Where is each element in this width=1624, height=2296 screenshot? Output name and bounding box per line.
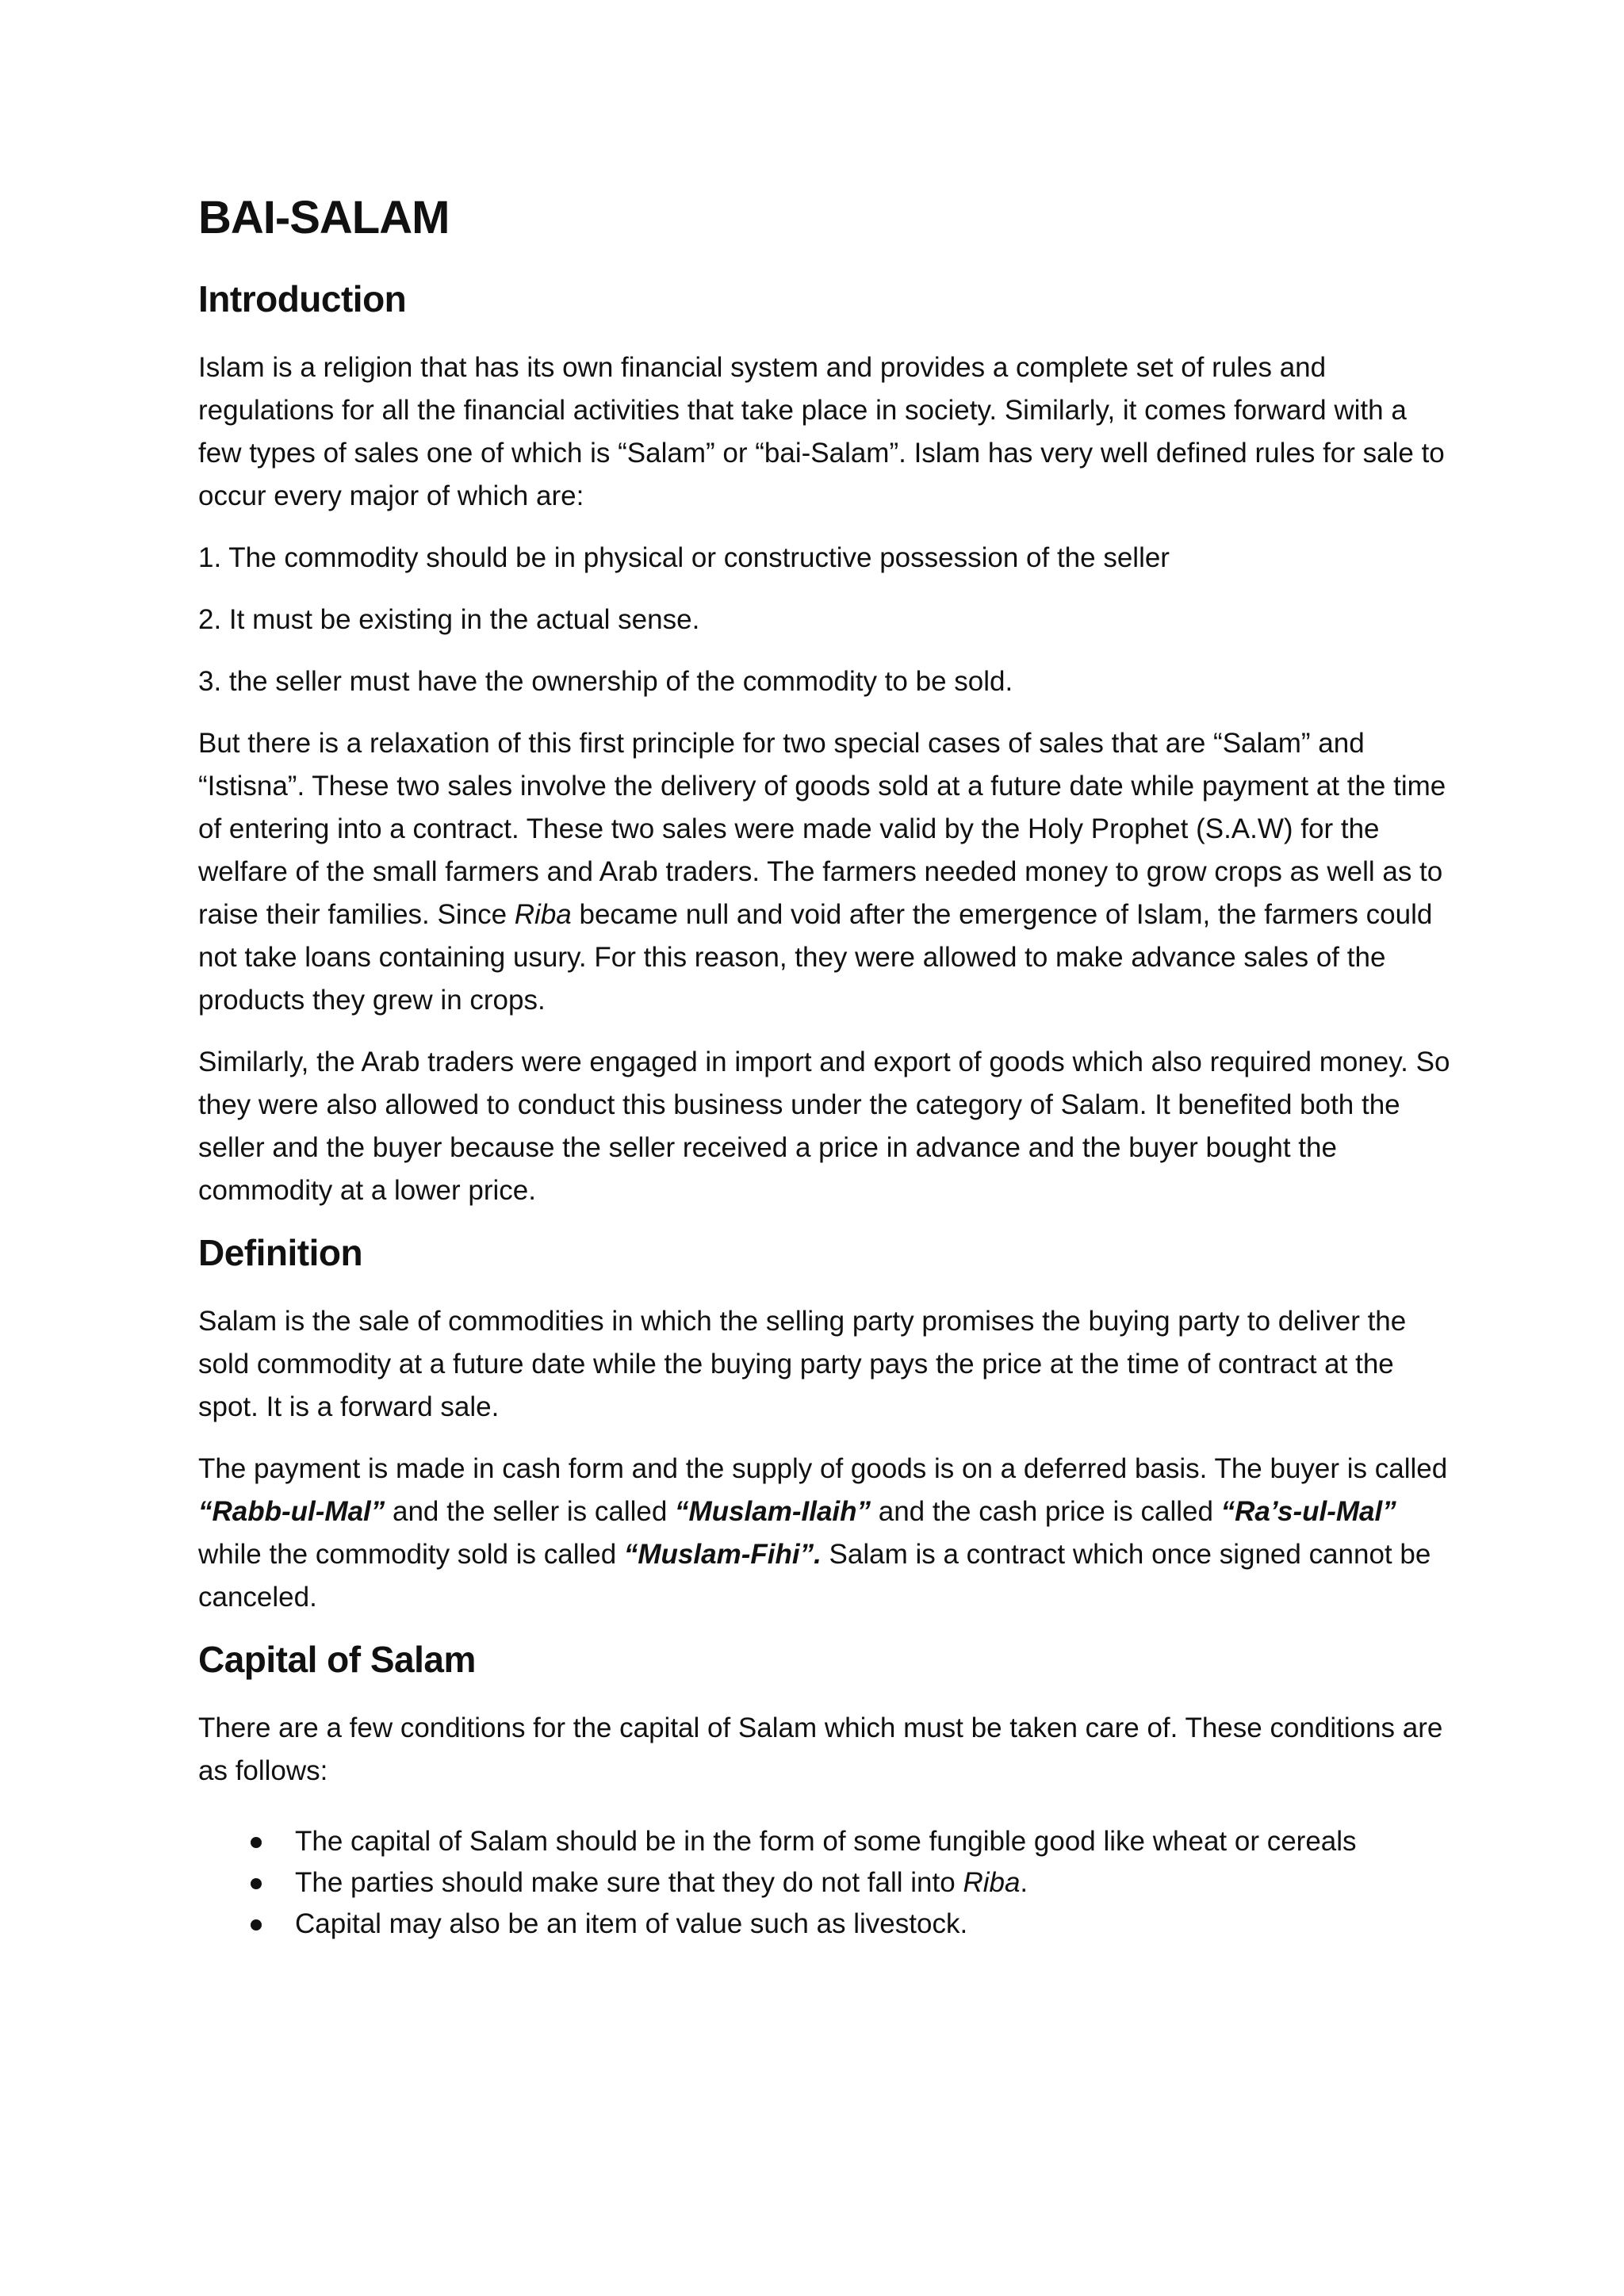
rule-item-2: 2. It must be existing in the actual sense. (198, 603, 700, 635)
bullet-icon (251, 1919, 262, 1931)
bullet-text-1: The capital of Salam should be in the form of some fungible good like wheat or cereals (295, 1826, 1357, 1858)
bullet-icon (251, 1878, 262, 1889)
intro-p2-riba: Riba (514, 898, 572, 930)
introduction-paragraph-2 (198, 722, 1451, 1022)
page-title: BAI-SALAM (198, 192, 450, 243)
list-item (198, 1821, 1451, 1862)
list-item (198, 1904, 1451, 1945)
term-ras-ul-mal: “Ra’s-ul-Mal” (1220, 1495, 1396, 1527)
section-heading-introduction: Introduction (198, 277, 407, 320)
bullet-text-2b: . (1020, 1867, 1028, 1899)
bullet-icon (251, 1837, 262, 1848)
term-muslam-ilaih: “Muslam-Ilaih” (675, 1495, 871, 1527)
rule-item-3: 3. the seller must have the ownership of the commodity to be sold. (198, 665, 1013, 697)
term-rabb-ul-mal: “Rabb-ul-Mal” (198, 1495, 385, 1527)
def-p2-text-e: Salam is a contract which once signed cannot be canceled. (198, 1538, 1431, 1613)
bullet-text-2-riba: Riba (963, 1867, 1021, 1899)
rule-item-1: 1. The commodity should be in physical or constructive possession of the seller (198, 541, 1170, 573)
section-heading-definition: Definition (198, 1231, 363, 1273)
term-muslam-fihi: “Muslam-Fihi”. (623, 1538, 822, 1570)
document-page (198, 190, 1451, 1945)
introduction-paragraph-3: Similarly, the Arab traders were engaged in import and export of goods which also required money. So they were also allowed to conduct this business under the category of Salam. It benefited both the seller and the buyer because the seller received a price in advance and the buyer bought the commodity at a lower price. (198, 1046, 1450, 1206)
definition-paragraph-1: Salam is the sale of commodities in which the selling party promises the buying party to deliver the sold commodity at a future date while the buying party pays the price at the time of contract at the spot. It is a forward sale. (198, 1305, 1407, 1422)
intro-p2-text-b: became null and void after the emergence of Islam, the farmers could not take loans containing usury. For this reason, they were allowed to make advance sales of the products they grew in crops. (198, 898, 1433, 1016)
def-p2-text-d: while the commodity sold is called (198, 1538, 624, 1570)
introduction-paragraph-1: Islam is a religion that has its own financial system and provides a complete set of rules and regulations for all the financial activities that take place in society. Similarly, it comes forward with a few types of sales one of which is “Salam” or “bai-Salam”. Islam has very well defined rules for sale to occur every major of which are: (198, 351, 1445, 511)
section-heading-capital: Capital of Salam (198, 1638, 476, 1680)
intro-p2-text-a: But there is a relaxation of this first principle for two special cases of sales that are “Salam” and “Istisna”. These two sales involve the delivery of goods sold at a future date while payment at the time of entering into a contract. These two sales were made valid by the Holy Prophet (S.A.W) for the welfare of the small farmers and Arab traders. The farmers needed money to grow crops as well as to raise their families. Since (198, 727, 1446, 930)
def-p2-text-c: and the cash price is called (871, 1495, 1221, 1527)
bullet-text-2a: The parties should make sure that they do not fall into (295, 1867, 963, 1899)
capital-paragraph-1: There are a few conditions for the capital of Salam which must be taken care of. These conditions are as follows: (198, 1712, 1443, 1787)
def-p2-text-a: The payment is made in cash form and the supply of goods is on a deferred basis. The buyer is called (198, 1452, 1448, 1484)
definition-paragraph-2 (198, 1448, 1451, 1619)
capital-conditions-list (198, 1821, 1451, 1945)
list-item (198, 1862, 1451, 1904)
def-p2-text-b: and the seller is called (385, 1495, 676, 1527)
bullet-text-3: Capital may also be an item of value such as livestock. (295, 1908, 968, 1940)
